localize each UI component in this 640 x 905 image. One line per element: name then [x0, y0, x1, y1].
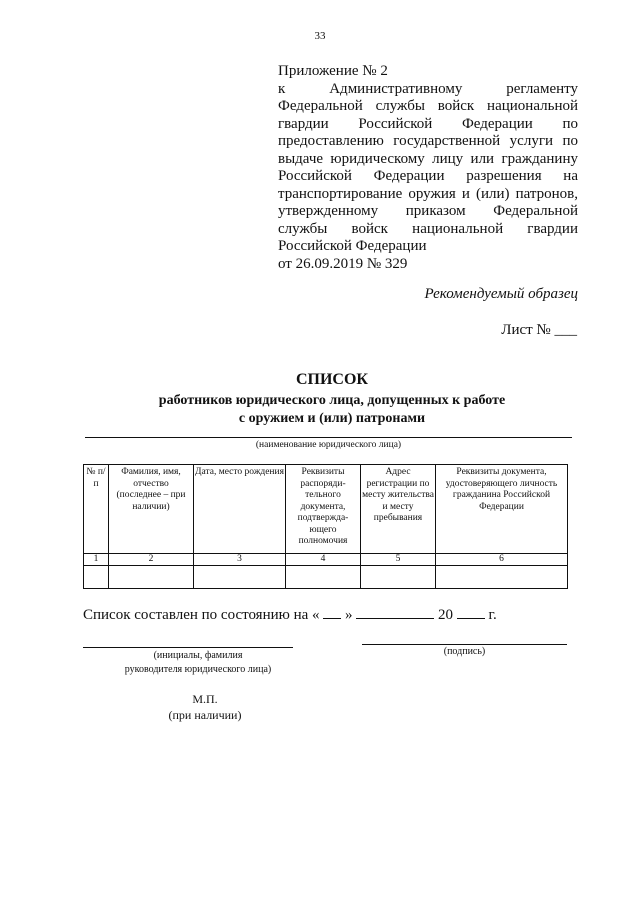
stamp-label: М.П. — [192, 692, 218, 706]
table-cell — [84, 566, 109, 589]
stamp-placeholder — [140, 691, 270, 723]
document-title: СПИСОК — [295, 371, 369, 388]
appendix-line: от 26.09.2019 № 329 — [278, 255, 408, 272]
table-number-row — [84, 554, 568, 566]
year-prefix: 20 — [438, 607, 454, 623]
table-number-cell: 4 — [286, 554, 361, 566]
as-of-prefix: Список составлен по состоянию на « — [83, 607, 320, 623]
table-number-cell: 3 — [194, 554, 286, 566]
appendix-line: транспортирование оружия и (или) патронов, — [278, 185, 578, 202]
sheet-number-label: Лист № ___ — [501, 322, 577, 338]
sample-label: Рекомендуемый образец — [424, 286, 578, 302]
page-number: 33 — [314, 30, 326, 42]
table-header-cell: Адрес регистрации по месту жительства и месту пребывания — [361, 465, 436, 554]
name-caption-line: руководителя юридического лица) — [124, 664, 272, 675]
signature-line — [362, 644, 567, 645]
appendix-line: к Административному регламенту — [278, 80, 578, 97]
signature-caption: (подпись) — [443, 646, 486, 657]
appendix-line: Российской Федерации — [278, 238, 427, 254]
document-subtitle — [0, 392, 640, 428]
table-header-cell: Реквизиты распоряди-тельного документа, подтвержда-ющего полномочия — [286, 465, 361, 554]
org-name-caption: (наименование юридического лица) — [255, 440, 402, 450]
table-header-cell: Реквизиты документа, удостоверяющего личность гражданина Российской Федерации — [436, 465, 568, 554]
appendix-line: Российской Федерации разрешения на — [278, 168, 578, 184]
appendix-line: утвержденному приказом Федеральной — [278, 203, 578, 219]
appendix-block — [278, 63, 578, 273]
subtitle-line: с оружием и (или) патронами — [238, 411, 426, 426]
month-blank — [356, 605, 434, 619]
day-blank — [323, 605, 341, 619]
table-cell — [109, 566, 194, 589]
as-of-close-quote: » — [345, 607, 353, 623]
appendix-line: выдаче юридическому лицу или гражданину — [278, 150, 578, 167]
table-header-cell: Дата, место рождения — [194, 465, 286, 554]
table-cell — [436, 566, 568, 589]
table-number-cell: 5 — [361, 554, 436, 566]
name-signature-line — [83, 647, 293, 648]
table-header-row — [84, 465, 568, 554]
appendix-line: гвардии Российской Федерации по — [278, 115, 578, 132]
as-of-date-line — [83, 605, 497, 624]
table-cell — [286, 566, 361, 589]
appendix-line: предоставлению государственной услуги по — [278, 133, 578, 149]
table-number-cell: 2 — [109, 554, 194, 566]
employees-table — [83, 464, 568, 589]
year-blank — [457, 605, 485, 619]
stamp-note: (при наличии) — [168, 708, 242, 722]
appendix-line: Приложение № 2 — [278, 63, 388, 79]
org-name-line — [85, 437, 572, 438]
table-number-cell: 6 — [436, 554, 568, 566]
table-cell — [361, 566, 436, 589]
table-number-cell: 1 — [84, 554, 109, 566]
table-header-cell: № п/п — [84, 465, 109, 554]
table-header-cell: Фамилия, имя, отчество (последнее – при наличии) — [109, 465, 194, 554]
as-of-suffix: г. — [488, 607, 497, 623]
table-row — [84, 566, 568, 589]
subtitle-line: работников юридического лица, допущенных к работе — [158, 393, 506, 408]
appendix-line: службы войск национальной гвардии — [278, 220, 578, 237]
appendix-line: Федеральной службы войск национальной — [278, 98, 578, 114]
table-cell — [194, 566, 286, 589]
name-caption — [83, 649, 313, 677]
name-caption-line: (инициалы, фамилия — [153, 650, 243, 661]
